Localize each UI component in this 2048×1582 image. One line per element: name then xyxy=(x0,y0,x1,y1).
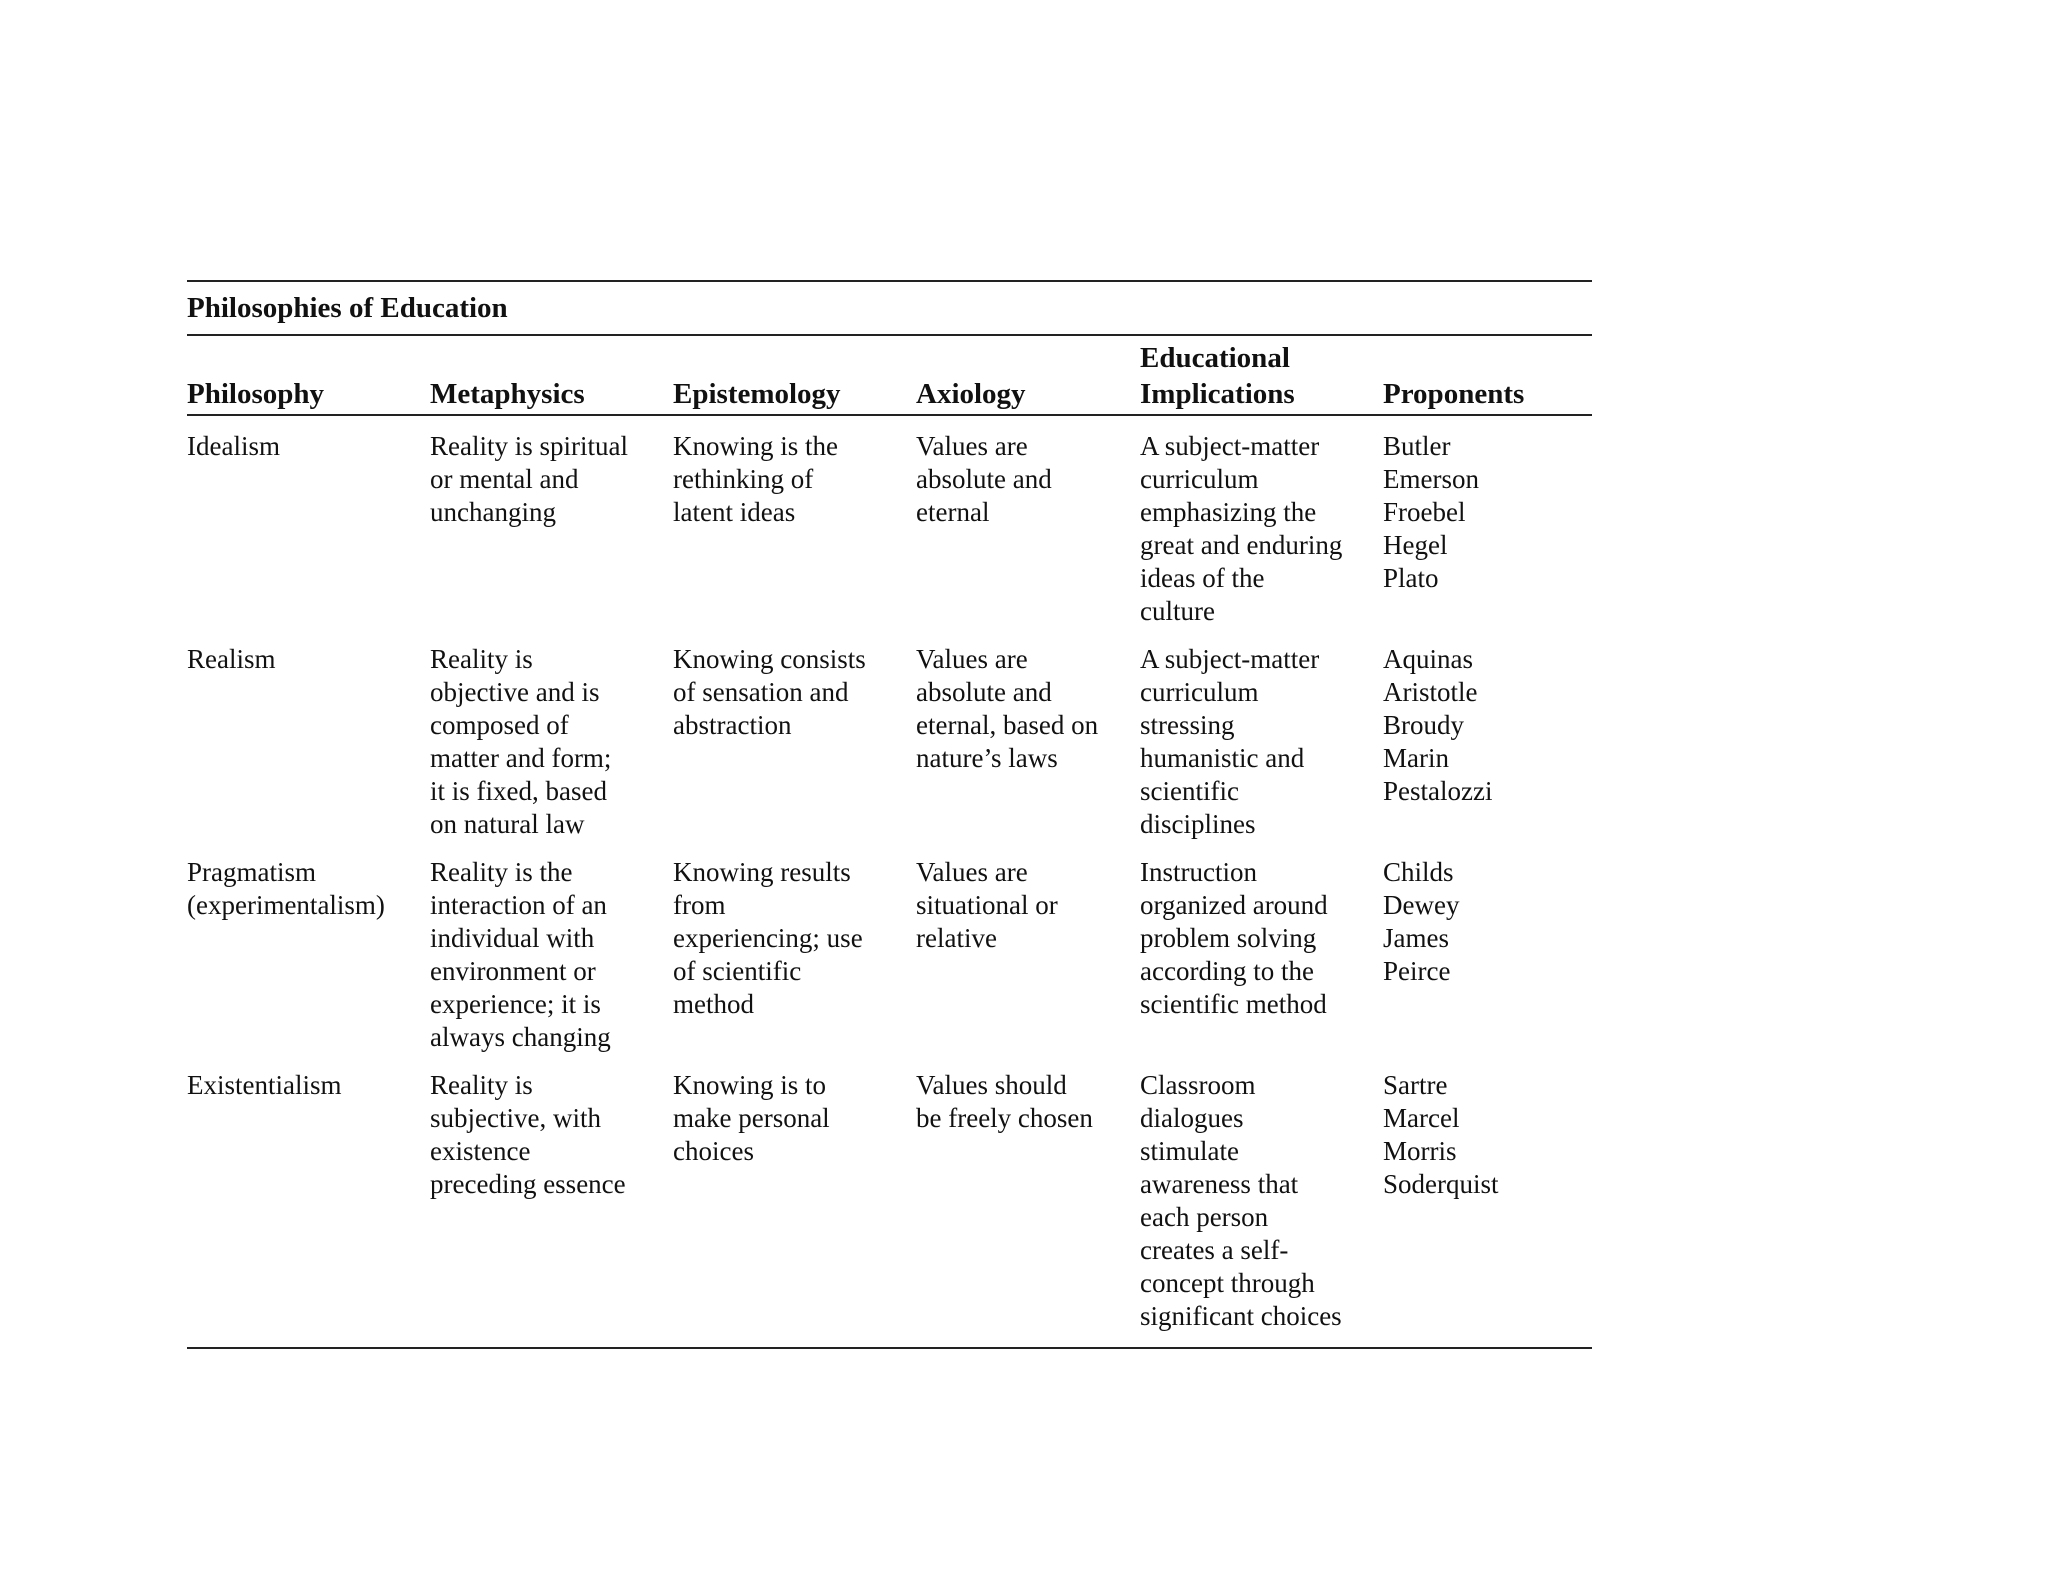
table-caption: Philosophies of Education xyxy=(187,292,508,324)
cell-philosophy: Pragmatism (experimentalism) xyxy=(187,857,385,920)
cell-metaphysics: Reality is objective and is composed of matter and form; it is fixed, based on natural law xyxy=(430,644,612,839)
cell-philosophy: Existentialism xyxy=(187,1070,342,1100)
cell-implications: A subject-matter curriculum emphasizing the great and enduring ideas of the culture xyxy=(1140,431,1343,626)
header-proponents: Proponents xyxy=(1383,336,1592,415)
cell-proponents: Childs Dewey James Peirce xyxy=(1383,857,1460,986)
header-row xyxy=(187,336,1592,415)
cell-philosophy: Realism xyxy=(187,644,276,674)
table-row xyxy=(187,856,1592,1069)
cell-proponents: Sartre Marcel Morris Soderquist xyxy=(1383,1070,1499,1199)
cell-philosophy: Idealism xyxy=(187,431,280,461)
cell-implications: A subject-matter curriculum stressing humanistic and scientific disciplines xyxy=(1140,644,1320,839)
header-axiology: Axiology xyxy=(916,336,1140,415)
cell-proponents: Butler Emerson Froebel Hegel Plato xyxy=(1383,431,1479,593)
table-row xyxy=(187,1069,1592,1347)
bottom-rule xyxy=(187,1347,1592,1349)
cell-axiology: Values are absolute and eternal xyxy=(916,431,1052,527)
cell-axiology: Values are absolute and eternal, based on nature’s laws xyxy=(916,644,1099,773)
cell-epistemology: Knowing is to make personal choices xyxy=(673,1070,830,1166)
table-row xyxy=(187,643,1592,856)
cell-implications: Classroom dialogues stimulate awareness that each person creates a self- concept through significant choices xyxy=(1140,1070,1342,1331)
cell-epistemology: Knowing results from experiencing; use of scientific method xyxy=(673,857,863,1019)
cell-proponents: Aquinas Aristotle Broudy Marin Pestalozzi xyxy=(1383,644,1493,806)
cell-metaphysics: Reality is spiritual or mental and unchanging xyxy=(430,431,628,527)
cell-axiology: Values should be freely chosen xyxy=(916,1070,1093,1133)
cell-metaphysics: Reality is the interaction of an individual with environment or experience; it is always changing xyxy=(430,857,611,1052)
cell-axiology: Values are situational or relative xyxy=(916,857,1058,953)
philosophies-table-block xyxy=(187,280,1592,1349)
cell-implications: Instruction organized around problem solving according to the scientific method xyxy=(1140,857,1328,1019)
header-philosophy: Philosophy xyxy=(187,336,430,415)
philosophies-table xyxy=(187,336,1592,1347)
header-epistemology: Epistemology xyxy=(673,336,916,415)
header-educational-implications: Educational Implications xyxy=(1140,336,1383,415)
cell-metaphysics: Reality is subjective, with existence preceding essence xyxy=(430,1070,626,1199)
cell-epistemology: Knowing consists of sensation and abstraction xyxy=(673,644,866,740)
table-row xyxy=(187,415,1592,643)
header-metaphysics: Metaphysics xyxy=(430,336,673,415)
cell-epistemology: Knowing is the rethinking of latent ideas xyxy=(673,431,838,527)
